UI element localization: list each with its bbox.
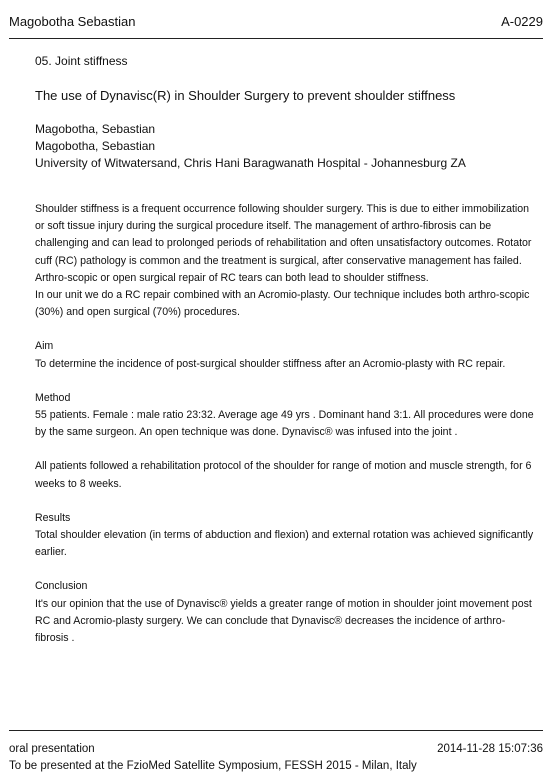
conclusion-label: Conclusion bbox=[35, 580, 88, 593]
header-author: Magobotha Sebastian bbox=[9, 14, 136, 29]
topic-heading: 05. Joint stiffness bbox=[35, 54, 128, 68]
intro-paragraph: Shoulder stiffness is a frequent occurrence following shoulder surgery. This is due to either immobilization or soft tissue injury during the surgical procedure itself. The management of arthro-fibrosis can be challenging and can lead to prolonged periods of rehabilitation and often unsatisfactory outcomes. Rotator cuff (RC) pathology is common and the treatment is surgical, after conservative management has failed. Arthro-scopic or open surgical repair of RC tears can both lead to shoulder stiffness. bbox=[35, 203, 532, 284]
abstract-content bbox=[35, 52, 538, 647]
author-list bbox=[35, 121, 538, 172]
aim-text: To determine the incidence of post-surgical shoulder stiffness after an Acromio-plasty with RC repair. bbox=[35, 357, 506, 370]
abstract-title: The use of Dynavisc(R) in Shoulder Surgery to prevent shoulder stiffness bbox=[35, 88, 456, 103]
method-text-2: All patients followed a rehabilitation protocol of the shoulder for range of motion and muscle strength, for 6 weeks to 8 weeks. bbox=[35, 460, 532, 490]
footer-divider bbox=[9, 730, 543, 731]
method-text: 55 patients. Female : male ratio 23:32. Average age 49 yrs . Dominant hand 3:1. All procedures were done by the same surgeon. An open technique was done. Dynavisc® was infused into the joint . bbox=[35, 409, 534, 439]
footer-timestamp: 2014-11-28 15:07:36 bbox=[437, 743, 543, 755]
method-label: Method bbox=[35, 391, 71, 404]
conclusion-text: It's our opinion that the use of Dynavisc® yields a greater range of motion in shoulder joint movement post RC and Acromio-plasty surgery. We can conclude that Dynavisc® decreases the incidence of arthro-fibrosis . bbox=[35, 597, 532, 645]
aim-label: Aim bbox=[35, 340, 54, 353]
author-line: Magobotha, Sebastian bbox=[35, 122, 156, 136]
presentation-type: oral presentation bbox=[9, 743, 95, 755]
author-line: Magobotha, Sebastian bbox=[35, 139, 156, 153]
page-footer bbox=[9, 741, 543, 775]
intro-paragraph: In our unit we do a RC repair combined with an Acromio-plasty. Our technique includes both arthro-scopic (30%) and open surgical (70%) procedures. bbox=[35, 289, 530, 319]
header-abstract-id: A-0229 bbox=[501, 14, 543, 29]
results-label: Results bbox=[35, 511, 71, 524]
results-text: Total shoulder elevation (in terms of abduction and flexion) and external rotation was achieved significantly earlier. bbox=[35, 529, 534, 559]
footer-note: To be presented at the FzioMed Satellite Symposium, FESSH 2015 - Milan, Italy bbox=[9, 760, 417, 772]
abstract-body bbox=[35, 201, 538, 647]
page-header bbox=[9, 14, 543, 39]
affiliation-line: University of Witwatersand, Chris Hani Baragwanath Hospital - Johannesburg ZA bbox=[35, 156, 466, 170]
